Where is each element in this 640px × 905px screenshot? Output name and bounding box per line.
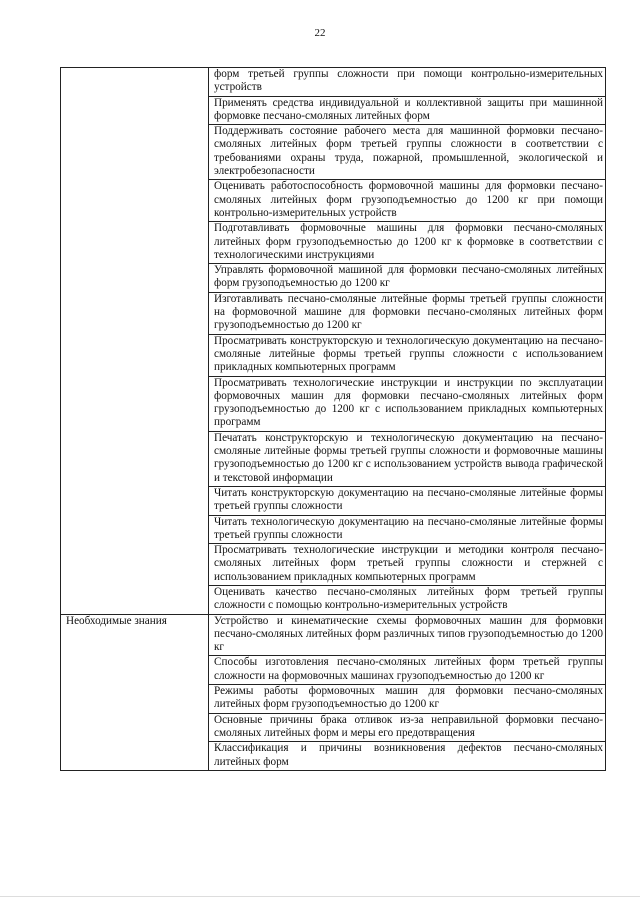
table-cell-item: Изготавливать песчано-смоляные литейные формы третьей группы сложности на формовочной машине для формовки песчано-смоляных литейных форм грузоподъемностью до 1200 кг [209,292,606,334]
table-cell-item: Способы изготовления песчано-смоляных литейных форм третьей группы сложности на формовочных машинах грузоподъемностью до 1200 кг [209,656,606,685]
table-cell-item: Просматривать технологические инструкции и инструкции по эксплуатации формовочных машин для формовки песчано-смоляных литейных форм грузоподъемностью до 1200 кг с использованием прикладных компьютерных программ [209,376,606,431]
table-cell-item: Режимы работы формовочных машин для формовки песчано-смоляных литейных форм грузоподъемностью до 1200 кг [209,685,606,714]
table-cell-item: Применять средства индивидуальной и коллективной защиты при машинной формовке песчано-смоляных литейных форм [209,96,606,125]
page-number: 22 [314,27,326,39]
table-cell-item: Управлять формовочной машиной для формовки песчано-смоляных литейных форм грузоподъемностью до 1200 кг [209,264,606,293]
table-cell-item: Поддерживать состояние рабочего места для машинной формовки песчано-смоляных литейных форм третьей группы сложности в соответствии с требованиями охраны труда, пожарной, промышленной, экологической и электробезопасности [209,125,606,180]
table-cell-item: Читать конструкторскую документацию на песчано-смоляные литейные формы третьей группы сложности [209,486,606,515]
table-cell-item: Оценивать качество песчано-смоляных литейных форм третьей группы сложности с помощью контрольно-измерительных устройств [209,585,606,614]
table-cell-item: Оценивать работоспособность формовочной машины для формовки песчано-смоляных литейных форм грузоподъемностью до 1200 кг при помощи контрольно-измерительных устройств [209,180,606,222]
page-bottom-divider [0,896,640,897]
table-cell-item: Основные причины брака отливок из-за неправильной формовки песчано-смоляных литейных форм и меры его предотвращения [209,713,606,742]
table-cell-item: Печатать конструкторскую и технологическую документацию на песчано-смоляные литейные формы третьей группы сложности и формовочные машины грузоподъемностью до 1200 кг с использованием устройств вывода графической и текстовой информации [209,431,606,486]
table-cell-item: Устройство и кинематические схемы формовочных машин для формовки песчано-смоляных литейных форм различных типов грузоподъемностью до 1200 кг [209,614,606,656]
table-cell-item: Классификация и причины возникновения дефектов песчано-смоляных литейных форм [209,742,606,771]
table-cell-item: форм третьей группы сложности при помощи контрольно-измерительных устройств [209,68,606,97]
knowledge-row [61,614,606,656]
table-cell-item: Просматривать технологические инструкции и методики контроля песчано-смоляных литейных форм третьей группы сложности и стержней с использованием прикладных компьютерных программ [209,544,606,586]
requirements-table [60,67,606,771]
table-cell-item: Читать технологическую документацию на песчано-смоляные литейные формы третьей группы сложности [209,515,606,544]
table-row-label [61,68,209,615]
skill-row [61,68,606,97]
table-cell-item: Подготавливать формовочные машины для формовки песчано-смоляных литейных форм грузоподъемностью до 1200 кг к формовке в соответствии с технологическими инструкциями [209,222,606,264]
table-row-label: Необходимые знания [61,614,209,770]
table-cell-item: Просматривать конструкторскую и технологическую документацию на песчано-смоляные литейные формы третьей группы сложности с использованием прикладных компьютерных программ [209,334,606,376]
